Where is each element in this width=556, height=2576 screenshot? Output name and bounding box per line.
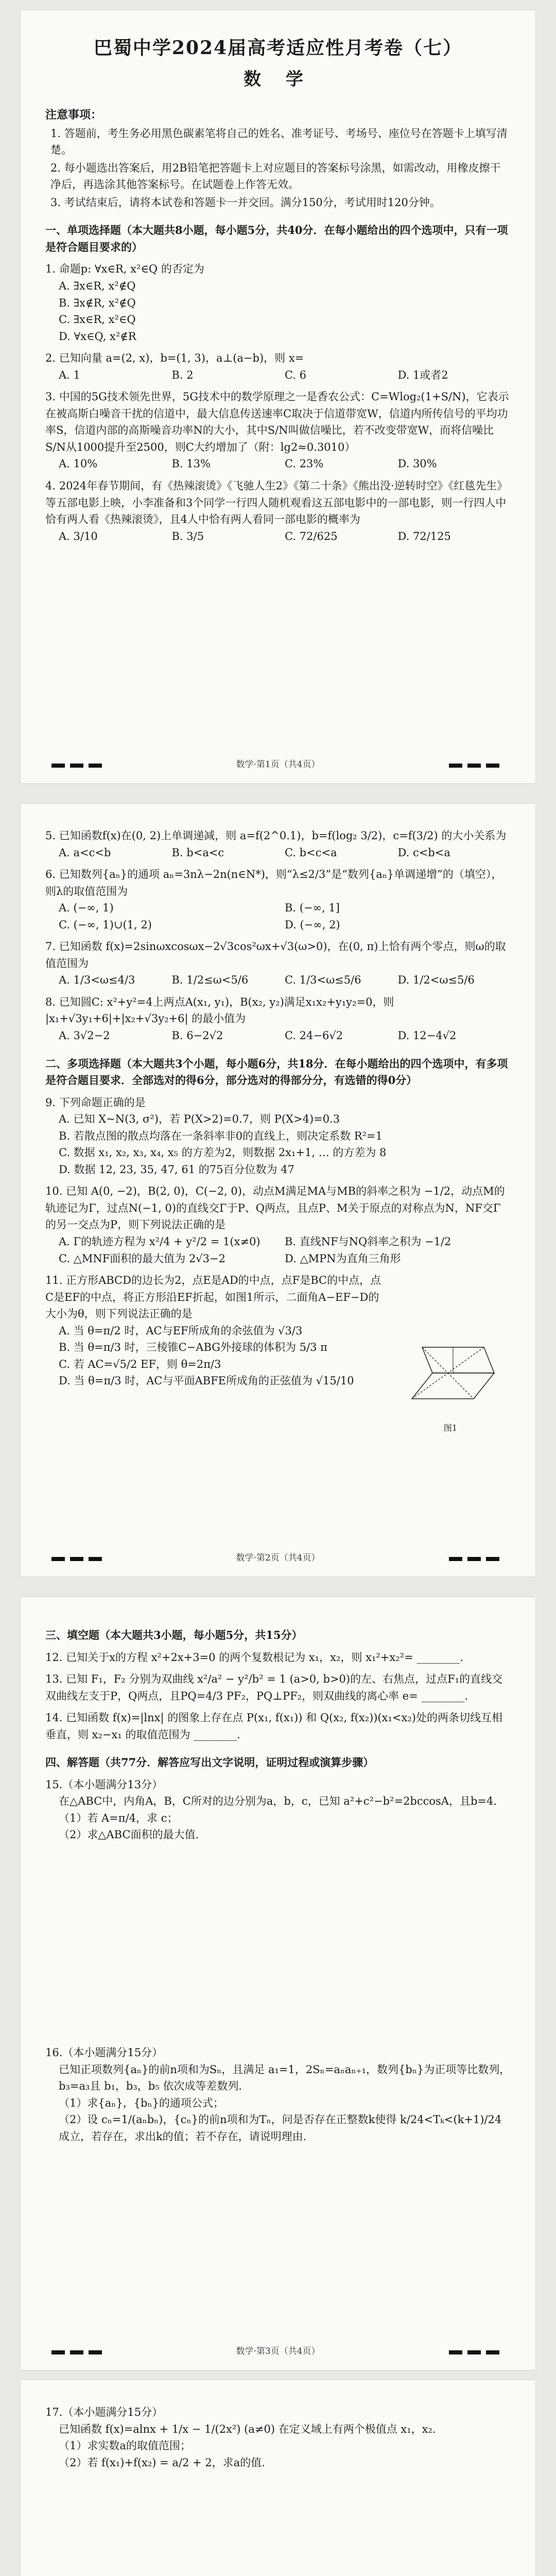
- registration-marks: [449, 760, 505, 764]
- figure-caption: 图1: [443, 1423, 458, 1433]
- option: C. 24−6√2: [285, 1029, 343, 1042]
- question-17-heading: 17.（本小题满分15分）: [45, 2406, 163, 2418]
- answer-space: [45, 2471, 511, 2576]
- option: B. 6−2√2: [171, 1029, 223, 1042]
- option: B. 2: [171, 368, 194, 381]
- note-item: 2. 每小题选出答案后，用2B铅笔把答题卡上对应题目的答案标号涂黑，如需改动，用橡皮擦干净后，再选涂其他答案标号。在试题卷上作答无效。: [50, 161, 501, 191]
- option: D. (−∞, 2): [285, 918, 340, 931]
- question-7-options: [59, 972, 511, 989]
- option: D. 30%: [397, 457, 437, 470]
- question-6-options: [59, 900, 511, 933]
- option: D. 72/125: [397, 530, 451, 543]
- question-4-options: [59, 528, 511, 545]
- question-8-options: [59, 1027, 511, 1044]
- answer-space: [45, 1843, 511, 2039]
- option: D. 1或者2: [397, 368, 448, 381]
- option: D. 1/2<ω≤5/6: [397, 974, 475, 987]
- question-15: 在△ABC中，内角A，B，C所对的边分别为a，b，c，已知 a²+c²−b²=2bccosA，且b=4.: [59, 1795, 497, 1808]
- option: A. (−∞, 1): [59, 902, 114, 914]
- page-footer: [21, 2344, 535, 2357]
- subject-title: 数 学: [244, 69, 312, 90]
- option: A. 3√2−2: [59, 1029, 110, 1042]
- registration-marks: [51, 760, 107, 764]
- question-2: 2. 已知向量 a=(2, x)，b=(1, 3)，a⊥(a−b)，则 x=: [45, 352, 304, 365]
- question-2-options: [59, 367, 511, 384]
- option: B. b<a<c: [171, 846, 224, 859]
- exam-page-4: [21, 2380, 535, 2576]
- option: B. (−∞, 1]: [285, 902, 340, 914]
- question-16: 已知正项数列{aₙ}的前n项和为Sₙ，且满足 a₁=1，2Sₙ=aₙaₙ₊₁，数列{bₙ}为正项等比数列，b₃=a₃且 b₁，b₃，b₅ 依次成等差数列．: [59, 2063, 511, 2093]
- question-16-part-1: （1）求{aₙ}，{bₙ}的通项公式；: [59, 2096, 224, 2109]
- option: A. a<c<b: [59, 846, 111, 859]
- option: B. 直线NF与NQ斜率之积为 −1/2: [285, 1235, 451, 1248]
- question-4: 4. 2024年春节期间，有《热辣滚烫》《飞驰人生2》《第二十条》《熊出没·逆转时空》《红毯先生》等五部电影上映，小李准备和3个同学一行四人随机观看这五部电影中的一部电影，则一行四人中恰有两人看《热辣滚烫》，且4人中恰有两人看同一部电影的概率为: [45, 479, 508, 526]
- question-17-part-1: （1）求实数a的取值范围；: [59, 2439, 191, 2452]
- page-number: 数学·第2页（共4页）: [236, 1553, 320, 1563]
- option: B. 当 θ=π/3 时，三棱锥C−ABG外接球的体积为 5/3 π: [59, 1341, 327, 1354]
- option: C. 6: [285, 368, 307, 381]
- option: D. 数据 12, 23, 35, 47, 61 的75百分位数为 47: [59, 1163, 294, 1176]
- option: B. 1/2≤ω<5/6: [171, 974, 249, 987]
- option: A. 1: [59, 368, 80, 381]
- registration-marks: [449, 1553, 505, 1557]
- option: B. 若散点图的散点均落在一条斜率非0的直线上，则决定系数 R²=1: [59, 1129, 383, 1142]
- option: C. ∃x∈R, x²∈Q: [59, 313, 136, 326]
- question-10: 10. 已知 A(0, −2)，B(2, 0)，C(−2, 0)，动点M满足MA与MB的斜率之积为 −1/2，动点M的轨迹记为Γ，过点N(−1, 0)的直线交Γ于P、Q两点，且点P、M关于原点的对称点为N，NF交Γ的另一交点为P，则下列说法正确的是: [45, 1185, 505, 1231]
- page-number: 数学·第1页（共4页）: [236, 759, 320, 770]
- question-5-options: [59, 844, 511, 861]
- question-13: 13. 已知 F₁，F₂ 分别为双曲线 x²/a² − y²/b² = 1 (a>0, b>0)的左、右焦点，过点F₁的直线交双曲线左支于P，Q两点，且PQ=4/3 PF₂，PQ⊥PF₂，则双曲线的离心率 e= ________．: [45, 1673, 503, 1702]
- exam-page-3: [21, 1597, 535, 2370]
- question-5: 5. 已知函数f(x)在(0, 2)上单调递减，则 a=f(2^0.1)，b=f(log₂ 3/2)，c=f(3/2) 的大小关系为: [45, 829, 507, 842]
- folded-square-diagram: [396, 1342, 505, 1419]
- option: D. 12−4√2: [397, 1029, 457, 1042]
- section-heading: 一、单项选择题（本大题共8小题，每小题5分，共40分．在每小题给出的四个选项中，只有一项是符合题目要求的）: [45, 224, 508, 253]
- question-15-part-1: （1）若 A=π/4，求 c；: [59, 1811, 178, 1824]
- question-16-heading: 16.（本小题满分15分）: [45, 2046, 163, 2059]
- registration-marks: [51, 2347, 107, 2351]
- option: A. ∃x∈R, x²∉Q: [59, 279, 136, 292]
- question-3-options: [59, 455, 511, 472]
- question-12: 12. 已知关于x的方程 x²+2x+3=0 的两个复数根记为 x₁，x₂，则 x₁²+x₂²= ________．: [45, 1651, 471, 1664]
- question-10-options: [59, 1233, 511, 1267]
- option: D. △MPN为直角三角形: [285, 1252, 401, 1265]
- question-6: 6. 已知数列{aₙ}的通项 aₙ=3nλ−2n(n∈N*)，则“λ≤2/3”是“数列{aₙ}单调递增”的（填空），则λ的取值范围为: [45, 868, 502, 897]
- option: C. (−∞, 1)∪(1, 2): [59, 918, 152, 931]
- option: C. △MNF面积的最大值为 2√3−2: [59, 1252, 226, 1265]
- option: A. Γ的轨迹方程为 x²/4 + y²/2 = 1(x≠0): [59, 1235, 260, 1248]
- option: B. 3/5: [171, 530, 204, 543]
- option: C. 1/3<ω≤5/6: [285, 974, 361, 987]
- notes-heading: 注意事项：: [45, 108, 102, 122]
- section-heading: 三、填空题（本大题共3小题，每小题5分，共15分）: [45, 1629, 303, 1641]
- question-15-heading: 15.（本小题满分13分）: [45, 1778, 163, 1791]
- figure-1-folded-square: [396, 1342, 505, 1435]
- section-heading: 二、多项选择题（本大题共3个小题，每小题6分，共18分．在每小题给出的四个选项中，有多项是符合题目要求．全部选对的得6分，部分选对的得部分分，有选错的得0分）: [45, 1057, 508, 1087]
- page-number: 数学·第3页（共4页）: [236, 2346, 320, 2357]
- option: A. 1/3<ω≤4/3: [59, 974, 135, 987]
- option: A. 3/10: [59, 530, 98, 543]
- option: C. 若 AC=√5/2 EF，则 θ=2π/3: [59, 1358, 221, 1370]
- option: A. 当 θ=π/2 时，AC与EF所成角的余弦值为 √3/3: [59, 1324, 303, 1337]
- option: C. 数据 x₁, x₂, x₃, x₄, x₅ 的方差为2，则数据 2x₁+1, … 的方差为 8: [59, 1146, 387, 1159]
- question-3: 3. 中国的5G技术领先世界，5G技术中的数学原理之一是香农公式：C=Wlog₂(1+S/N)，它表示在被高斯白噪音干扰的信道中，最大信息传送速率C取决于信道带宽W，信道内所传信号的平均功率S，信道内部的高斯噪音功率N的大小，其中S/N叫做信噪比，若不改变带宽W，而将信噪比S/N从1000提升至2500，则C大约增加了（附：lg2≈0.3010）: [45, 391, 509, 453]
- registration-marks: [51, 1553, 107, 1557]
- question-8: 8. 已知圆C: x²+y²=4上两点A(x₁, y₁)，B(x₂, y₂)满足x₁x₂+y₁y₂=0，则 |x₁+√3y₁+6|+|x₂+√3y₂+6| 的最小值为: [45, 995, 394, 1025]
- option: A. 10%: [59, 457, 98, 470]
- question-9: 9. 下列命题正确的是: [45, 1096, 146, 1109]
- question-1: 1. 命题p: ∀x∈R, x²∈Q 的否定为: [45, 263, 204, 276]
- section-heading: 四、解答题（共77分．解答应写出文字说明，证明过程或演算步骤）: [45, 1756, 374, 1769]
- option: C. b<c<a: [285, 846, 337, 859]
- note-item: 1. 答题前，考生务必用黑色碳素笔将自己的姓名、准考证号、考场号、座位号在答题卡上填写清楚。: [50, 127, 508, 157]
- registration-marks: [449, 2347, 505, 2351]
- question-11: 11. 正方形ABCD的边长为2，点E是AD的中点，点F是BC的中点，点C是EF的中点，将正方形沿EF折起，如图1所示，二面角A−EF−D的大小为θ，则下列说法正确的是: [45, 1274, 381, 1320]
- question-16-part-2: （2）设 cₙ=1/(aₙbₙ)，{cₙ}的前n项和为Tₙ，问是否存在正整数k使得 k/24<Tₖ<(k+1)/24 成立，若存在，求出k的值；若不存在，请说明理由．: [59, 2113, 502, 2143]
- page-footer: [21, 757, 535, 770]
- question-1-options: [59, 278, 511, 345]
- question-7: 7. 已知函数 f(x)=2sinωxcosωx−2√3cos²ωx+√3(ω>0)，在(0, π)上恰有两个零点，则ω的取值范围为: [45, 940, 506, 970]
- question-15-part-2: （2）求△ABC面积的最大值．: [59, 1828, 206, 1841]
- option: D. 当 θ=π/3 时，AC与平面ABFE所成角的正弦值为 √15/10: [59, 1375, 354, 1387]
- option: D. c<b<a: [397, 846, 450, 859]
- option: B. 13%: [171, 457, 211, 470]
- option: D. ∀x∈Q, x²∉R: [59, 330, 136, 343]
- page-footer: [21, 1550, 535, 1563]
- question-9-options: [59, 1111, 511, 1178]
- note-item: 3. 考试结束后，请将本试卷和答题卡一并交回。满分150分，考试用时120分钟。: [50, 196, 441, 209]
- exam-title: 巴蜀中学2024届高考适应性月考卷（七）: [93, 37, 463, 59]
- option: C. 23%: [285, 457, 324, 470]
- question-17-part-2: （2）若 f(x₁)+f(x₂) = a/2 + 2，求a的值．: [59, 2456, 273, 2469]
- option: B. ∃x∉R, x²∉Q: [59, 296, 136, 309]
- exam-page-2: [21, 804, 535, 1577]
- question-17: 已知函数 f(x)=alnx + 1/x − 1/(2x²) (a≠0) 在定义域上有两个极值点 x₁，x₂．: [59, 2422, 443, 2435]
- question-14: 14. 已知函数 f(x)=|lnx| 的图象上存在点 P(x₁, f(x₁)) 和 Q(x₂, f(x₂))(x₁<x₂)处的两条切线互相垂直，则 x₂−x₁ 的取值范围为 ________．: [45, 1711, 502, 1741]
- question-11-options: [59, 1323, 398, 1389]
- option: C. 72/625: [285, 530, 338, 543]
- exam-page-1: [21, 10, 535, 783]
- option: A. 已知 X~N(3, σ²)，若 P(X>2)=0.7，则 P(X>4)=0.3: [59, 1113, 340, 1126]
